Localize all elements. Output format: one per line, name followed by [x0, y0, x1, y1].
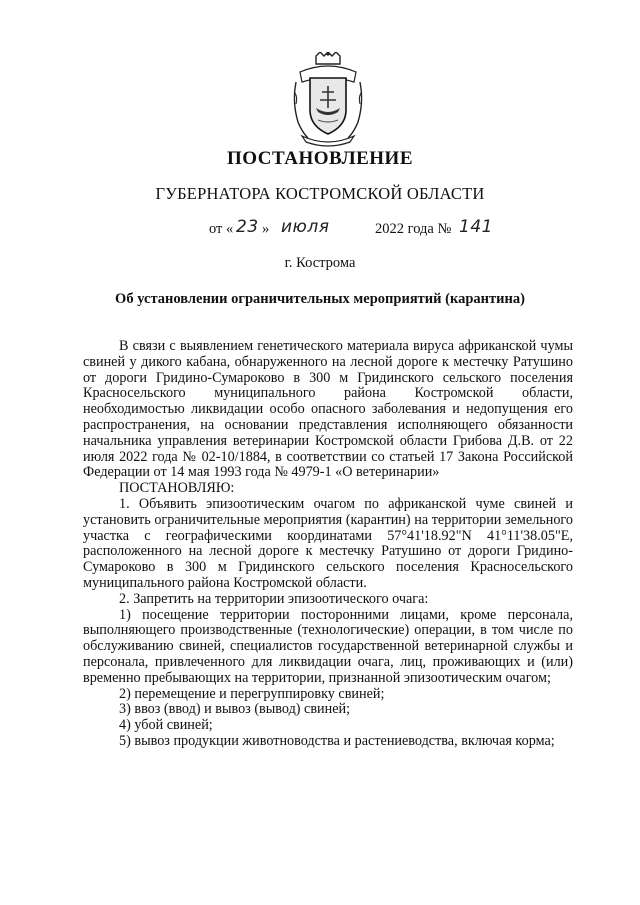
subclause-2: 2) перемещение и перегруппировку свиней; — [119, 685, 385, 702]
handwritten-month: июля — [281, 217, 330, 237]
coat-of-arms-emblem — [288, 52, 368, 148]
subclause-5: 5) вывоз продукции животноводства и растениеводства, включая корма; — [119, 732, 555, 749]
date-line — [0, 219, 640, 243]
year-and-number-label: 2022 года № — [375, 221, 452, 237]
issuer-title: ГУБЕРНАТОРА КОСТРОМСКОЙ ОБЛАСТИ — [155, 184, 485, 203]
subclause-1: 1) посещение территории посторонними лицами, кроме персонала, выполняющего производственные (технологические) операции, в том числе по обслуживанию свиней, специалистов государственной ветеринарной службы и персонала, привлеченного для ликвидации очага, лиц, проживающих и (или) временно пребывающих на территории, признанной эпизоотическим очагом; — [83, 606, 573, 686]
clause-1: 1. Объявить эпизоотическим очагом по африканской чуме свиней и установить ограничительные мероприятия (карантин) на территории земельного участка с географическими координатами 57°41'18.92"N 41°11'38.05"E, расположенного на лесной дороге к местечку Ратушино от дороги Гридино-Сумароково в 300 м Гридинского сельского поселения Красносельского муниципального района Костромской области. — [83, 495, 573, 591]
city-name: г. Кострома — [284, 255, 356, 271]
handwritten-day: 23 — [236, 217, 259, 237]
date-quote-close: » — [262, 221, 270, 237]
clause-2: 2. Запретить на территории эпизоотического очага: — [119, 590, 429, 607]
preamble-paragraph: В связи с выявлением генетического материала вируса африканской чумы свиней у дикого кабана, обнаруженного на лесной дороге к местечку Ратушино от дороги Гридино-Сумароково в 300 м Гридинского сельского поселения Красносельского муниципального района Костромской области, необходимостью ликвидации особо опасного заболевания и недопущения его распространения, на основании представления исполняющего обязанности начальника управления ветеринарии Костромской области Грибова Д.В. от 22 июля 2022 года № 02-10/1884, в соответствии со статьей 17 Закона Российской Федерации от 14 мая 1993 года № 4979-1 «О ветеринарии» — [83, 338, 573, 481]
subclause-4: 4) убой свиней; — [119, 717, 213, 734]
resolution-heading: Об установлении ограничительных мероприятий (карантина) — [115, 291, 525, 307]
handwritten-number: 141 — [459, 217, 493, 237]
document-body — [83, 339, 573, 750]
date-prefix: от « — [209, 221, 234, 237]
decree-word: ПОСТАНОВЛЯЮ: — [119, 480, 235, 497]
subclause-3: 3) ввоз (ввод) и вывоз (вывод) свиней; — [119, 701, 351, 718]
document-title: ПОСТАНОВЛЕНИЕ — [226, 148, 414, 169]
